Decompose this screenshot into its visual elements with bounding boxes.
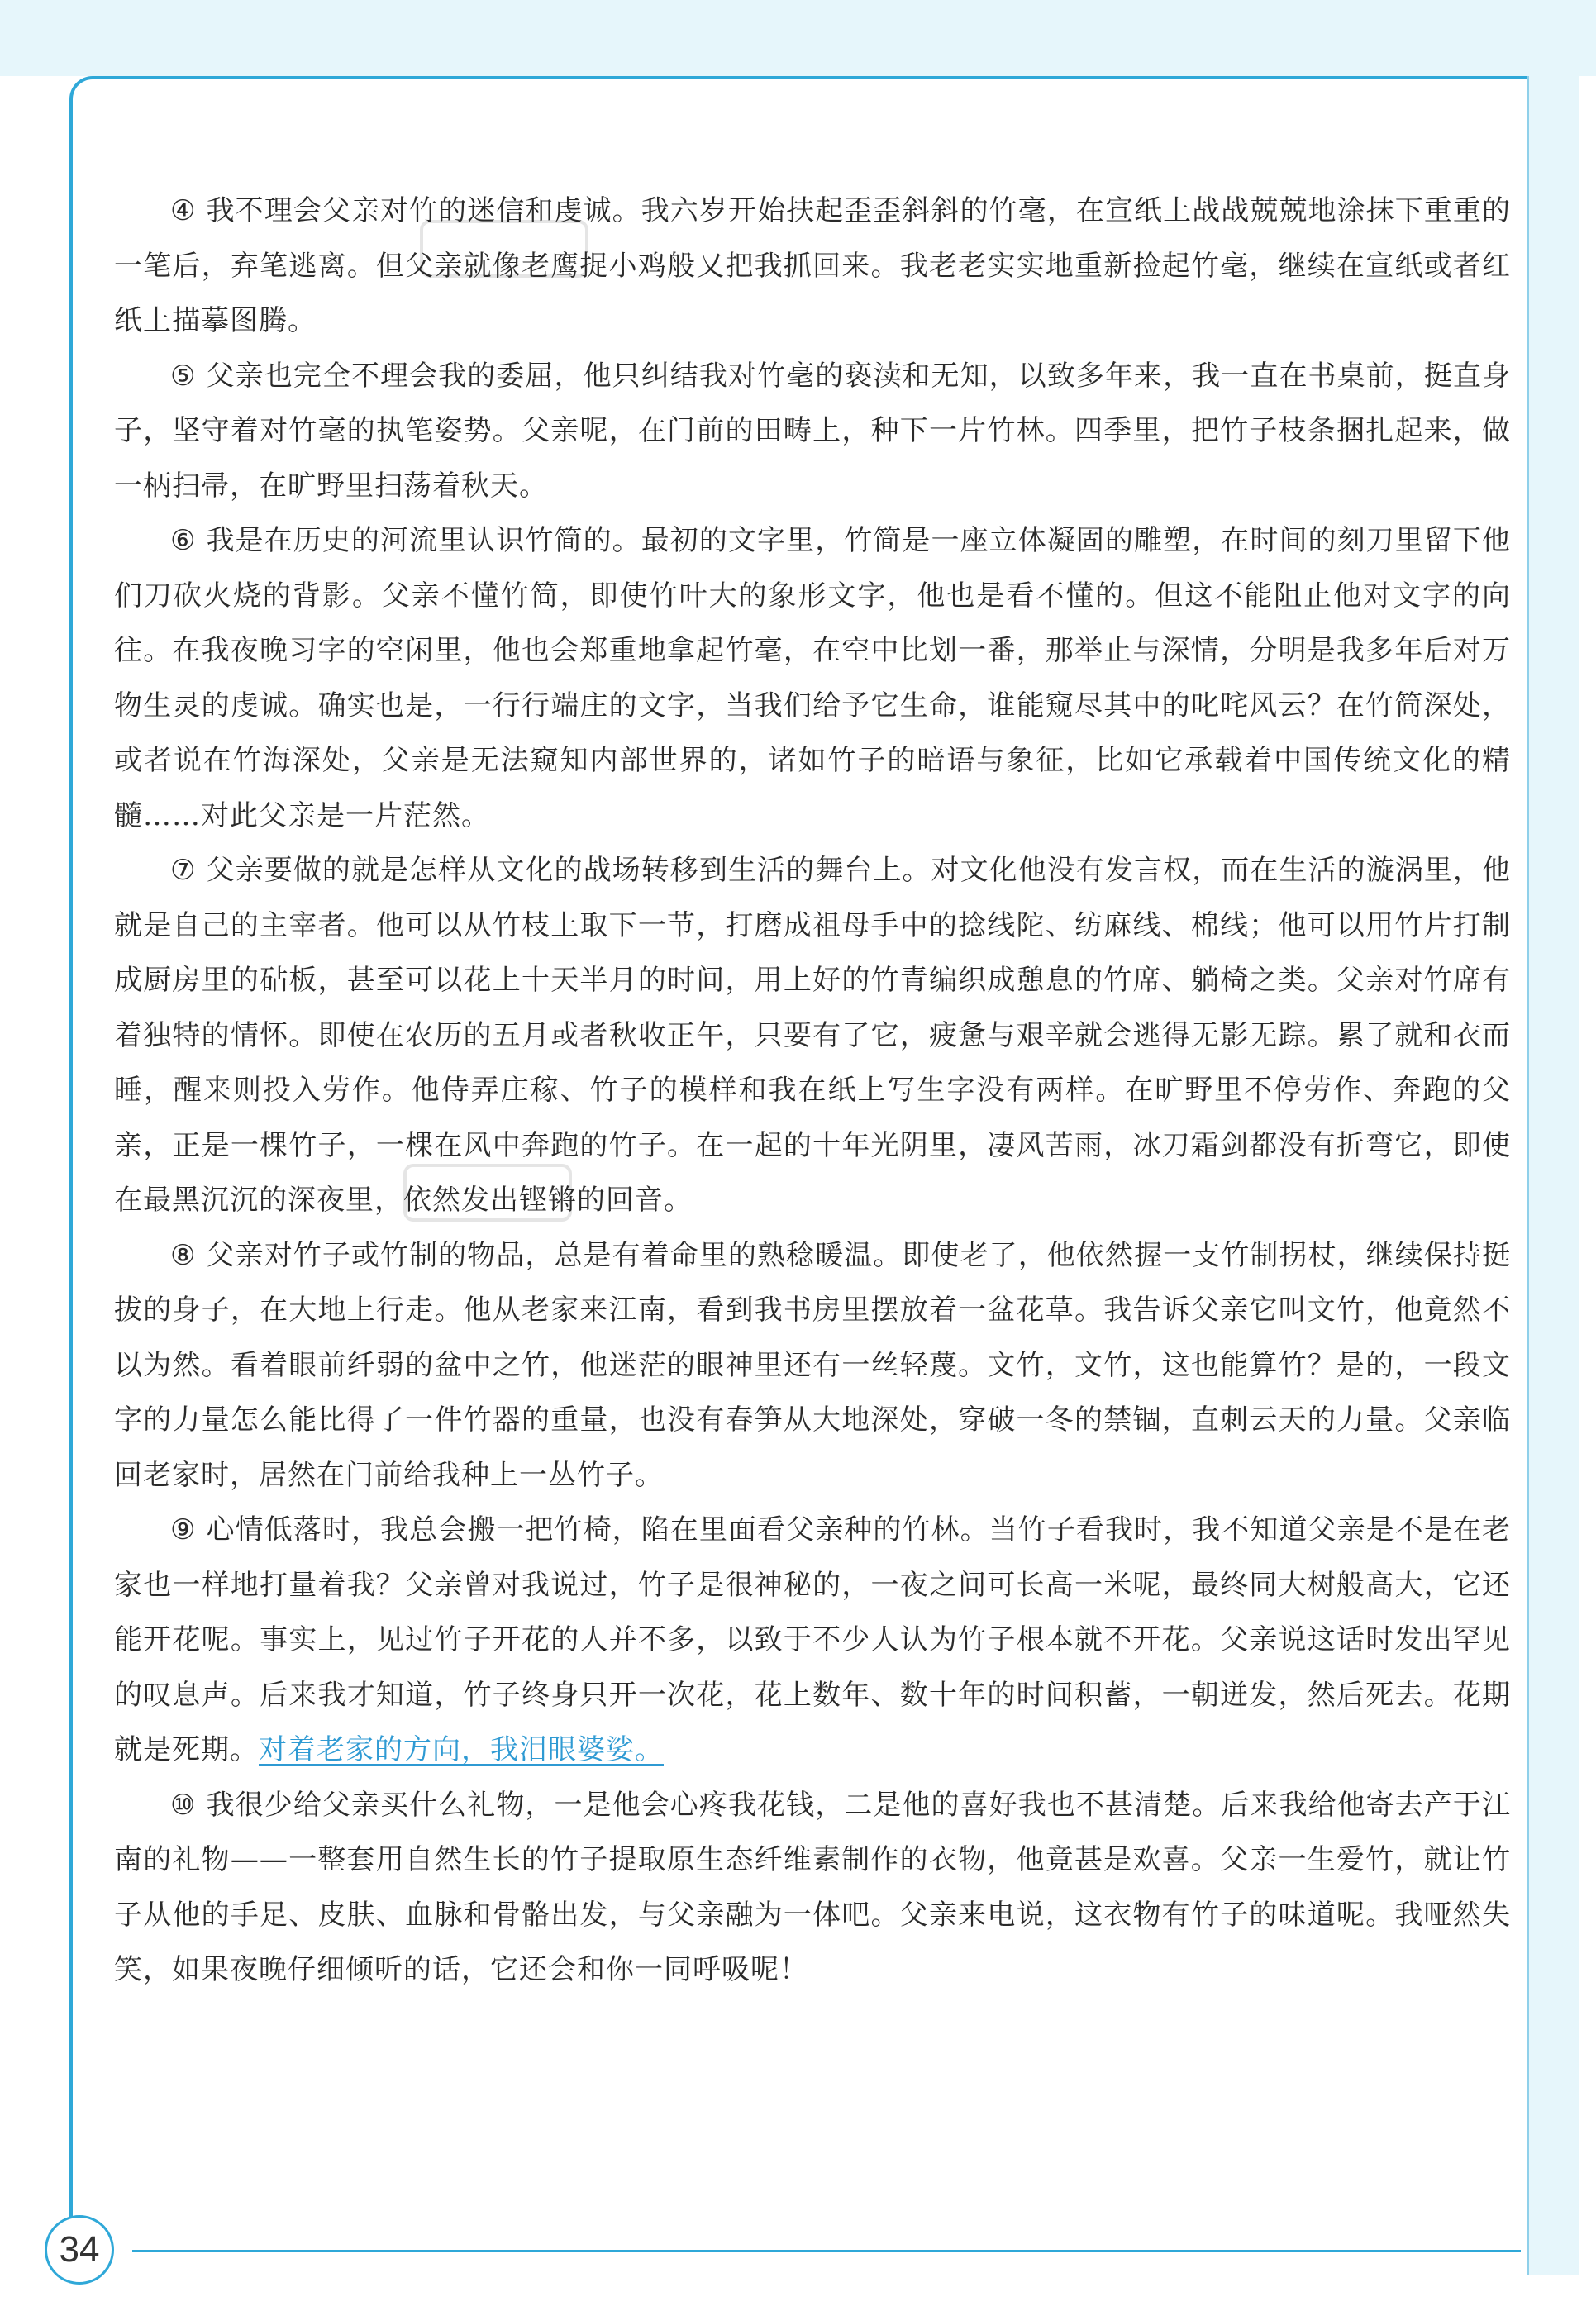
paragraph-6 [114,513,1511,843]
header-band [0,0,1596,76]
underlined-sentence: 对着老家的方向，我泪眼婆娑。 [259,1733,664,1766]
right-margin-band [1527,76,1579,2275]
paragraph-number: ⑨ [170,1513,197,1546]
paragraph-text: 我很少给父亲买什么礼物，一是他会心疼我花钱，二是他的喜好我也不甚清楚。后来我给他寄去产于江南的礼物——一整套用自然生长的竹子提取原生态纤维素制作的衣物，他竟甚是欢喜。父亲一生爱竹，就让竹子从他的手足、皮肤、血脉和骨骼出发，与父亲融为一体吧。父亲来电说，这衣物有竹子的味道呢。我哑然失笑，如果夜晚仔细倾听的话，它还会和你一同呼吸呢！ [114,1788,1511,1986]
footer-rule [132,2250,1521,2252]
paragraph-text: 父亲对竹子或竹制的物品，总是有着命里的熟稔暖温。即使老了，他依然握一支竹制拐杖，继续保持挺拔的身子，在大地上行走。他从老家来江南，看到我书房里摆放着一盆花草。我告诉父亲它叫文竹，他竟然不以为然。看着眼前纤弱的盆中之竹，他迷茫的眼神里还有一丝轻蔑。文竹，文竹，这也能算竹？是的，一段文字的力量怎么能比得了一件竹器的重量，也没有春笋从大地深处，穿破一冬的禁锢，直刺云天的力量。父亲临回老家时，居然在门前给我种上一丛竹子。 [114,1238,1511,1492]
paragraph-9 [114,1503,1511,1778]
paragraph-10 [114,1778,1511,1998]
paragraph-5 [114,349,1511,514]
paragraph-text: 父亲也完全不理会我的委屈，他只纠结我对竹毫的亵渎和无知，以致多年来，我一直在书桌前，挺直身子，坚守着对竹毫的执笔姿势。父亲呢，在门前的田畴上，种下一片竹林。四季里，把竹子枝条捆扎起来，做一柄扫帚，在旷野里扫荡着秋天。 [114,359,1511,503]
paragraph-number: ⑥ [170,524,197,557]
article-body [114,183,1511,1998]
paragraph-text: 心情低落时，我总会搬一把竹椅，陷在里面看父亲种的竹林。当竹子看我时，我不知道父亲是不是在老家也一样地打量着我？父亲曾对我说过，竹子是很神秘的，一夜之间可长高一米呢，最终同大树般高大，它还能开花呢。事实上，见过竹子开花的人并不多，以致于不少人认为竹子根本就不开花。父亲说这话时发出罕见的叹息声。后来我才知道，竹子终身只开一次花，花上数年、数十年的时间积蓄，一朝迸发，然后死去。花期就是死期。 [114,1513,1511,1766]
paragraph-7 [114,843,1511,1228]
paragraph-number: ⑩ [170,1788,197,1822]
paragraph-number: ⑦ [170,854,197,887]
paragraph-4 [114,183,1511,349]
paragraph-8 [114,1228,1511,1503]
paragraph-number: ④ [170,194,197,227]
paragraph-text: 父亲要做的就是怎样从文化的战场转移到生活的舞台上。对文化他没有发言权，而在生活的漩涡里，他就是自己的主宰者。他可以从竹枝上取下一节，打磨成祖母手中的捻线陀、纺麻线、棉线；他可以用竹片打制成厨房里的砧板，甚至可以花上十天半月的时间，用上好的竹青编织成憩息的竹席、躺椅之类。父亲对竹席有着独特的情怀。即使在农历的五月或者秋收正午，只要有了它，疲惫与艰辛就会逃得无影无踪。累了就和衣而睡，醒来则投入劳作。他侍弄庄稼、竹子的模样和我在纸上写生字没有两样。在旷野里不停劳作、奔跑的父亲，正是一棵竹子，一棵在风中奔跑的竹子。在一起的十年光阴里，凄风苦雨，冰刀霜剑都没有折弯它，即使在最黑沉沉的深夜里，依然发出铿锵的回音。 [114,854,1511,1217]
paragraph-text: 我是在历史的河流里认识竹简的。最初的文字里，竹简是一座立体凝固的雕塑，在时间的刻刀里留下他们刀砍火烧的背影。父亲不懂竹简，即使竹叶大的象形文字，他也是看不懂的。但这不能阻止他对文字的向往。在我夜晚习字的空闲里，他也会郑重地拿起竹毫，在空中比划一番，那举止与深情，分明是我多年后对万物生灵的虔诚。确实也是，一行行端庄的文字，当我们给予它生命，谁能窥尽其中的叱咤风云？在竹简深处，或者说在竹海深处，父亲是无法窥知内部世界的，诸如竹子的暗语与象征，比如它承载着中国传统文化的精髓……对此父亲是一片茫然。 [114,524,1511,832]
paragraph-number: ⑤ [170,359,197,393]
page-number: 34 [45,2215,114,2285]
paragraph-text: 我不理会父亲对竹的迷信和虔诚。我六岁开始扶起歪歪斜斜的竹毫，在宣纸上战战兢兢地涂抹下重重的一笔后，弃笔逃离。但父亲就像老鹰捉小鸡般又把我抓回来。我老老实实地重新捡起竹毫，继续在宣纸或者红纸上描摹图腾。 [114,194,1511,337]
paragraph-number: ⑧ [170,1238,197,1272]
